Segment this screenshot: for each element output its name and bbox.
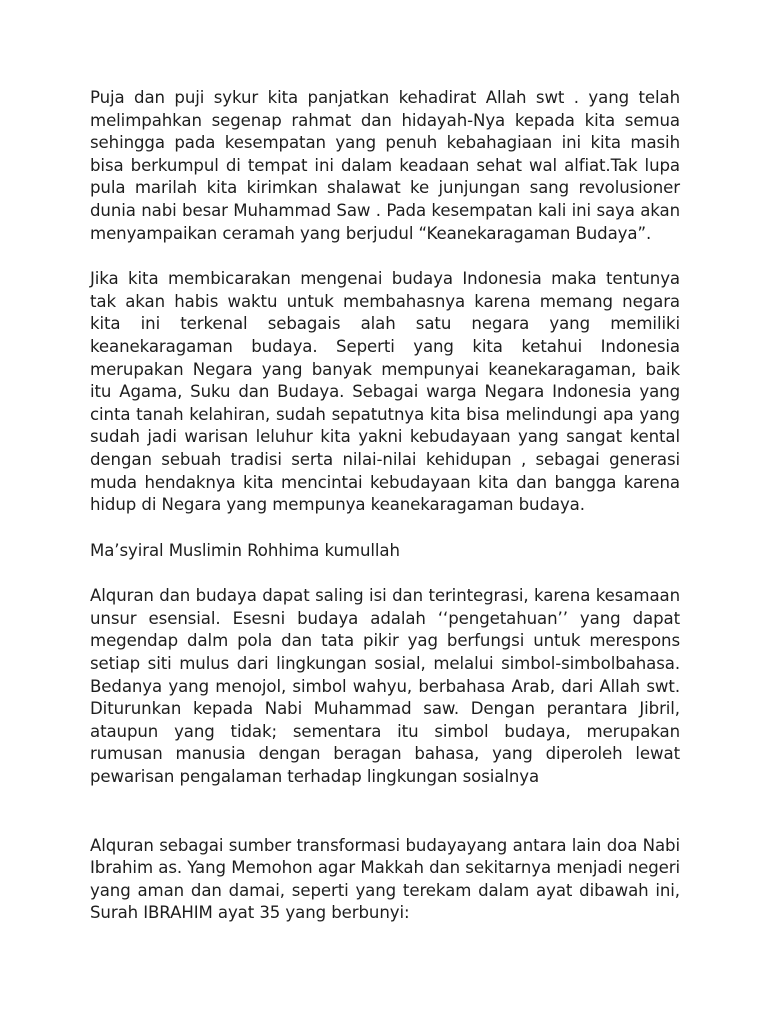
paragraph-budaya-indonesia: Jika kita membicarakan mengenai budaya Indonesia maka tentunya tak akan habis waktu untuk membahasnya karena memang negara kita ini terkenal sebagais alah satu negara yang memiliki keanekaragaman budaya. Seperti yang kita ketahui Indonesia merupakan Negara yang banyak mempunyai keanekaragaman, baik itu Agama, Suku dan Budaya. Sebagai warga Negara Indonesia yang cinta tanah kelahiran, sudah sepatutnya kita bisa melindungi apa yang sudah jadi warisan leluhur kita yakni kebudayaan yang sangat kental dengan sebuah tradisi serta nilai-nilai kehidupan , sebagai generasi muda hendaknya kita mencintai kebudayaan kita dan bangga karena hidup di Negara yang mempunya keanekaragaman budaya. <box>90 269 680 515</box>
paragraph-transformasi: Alquran sebagai sumber transformasi budayayang antara lain doa Nabi Ibrahim as. Yang Memohon agar Makkah dan sekitarnya menjadi negeri yang aman dan damai, seperti yang terekam dalam ayat dibawah ini, Surah IBRAHIM ayat 35 yang berbunyi: <box>90 835 680 923</box>
paragraph-spacer <box>90 562 680 585</box>
paragraph-opening: Puja dan puji sykur kita panjatkan kehadirat Allah swt . yang telah melimpahkan segenap rahmat dan hidayah-Nya kepada kita semua sehingga pada kesempatan yang penuh kebahagiaan ini kita masih bisa berkumpul di tempat ini dalam keadaan sehat wal alfiat.Tak lupa pula marilah kita kirimkan shalawat ke junjungan sang revolusioner dunia nabi besar Muhammad Saw . Pada kesempatan kali ini saya akan menyampaikan ceramah yang berjudul “Keanekaragaman Budaya”. <box>90 88 680 243</box>
paragraph-spacer <box>90 789 680 835</box>
document-page <box>90 87 680 925</box>
paragraph-spacer <box>90 517 680 540</box>
paragraph-alquran-budaya: Alquran dan budaya dapat saling isi dan terintegrasi, karena kesamaan unsur esensial. Esesni budaya adalah ‘‘pengetahuan’’ yang dapat megendap dalm pola dan tata pikir yag berfungsi untuk merespons setiap siti mulus dari lingkungan sosial, melalui simbol-simbolbahasa. Bedanya yang menojol, simbol wahyu, berbahasa Arab, dari Allah swt. Diturunkan kepada Nabi Muhammad saw. Dengan perantara Jibril, ataupun yang tidak; sementara itu simbol budaya, merupakan rumusan manusia dengan beragan bahasa, yang diperoleh lewat pewarisan pengalaman terhadap lingkungan sosialnya <box>90 586 680 787</box>
paragraph-spacer <box>90 245 680 268</box>
paragraph-salutation: Ma’syiral Muslimin Rohhima kumullah <box>90 540 400 560</box>
